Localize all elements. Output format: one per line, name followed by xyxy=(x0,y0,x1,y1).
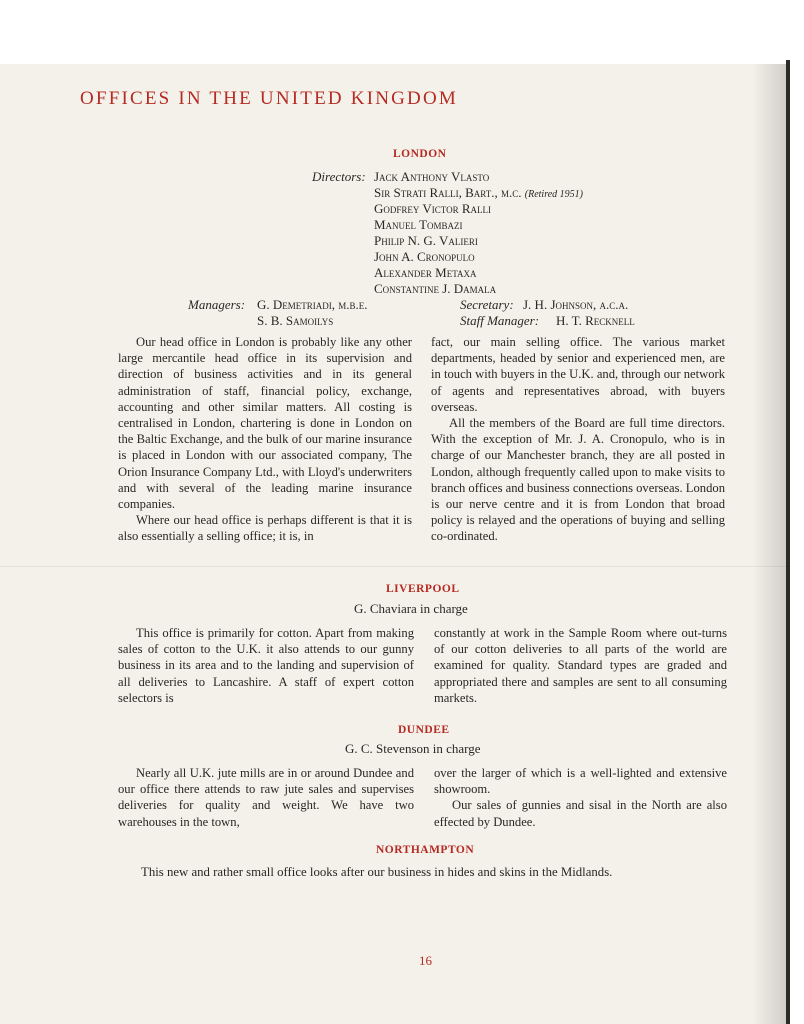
director-2: Sir Strati Ralli, Bart., m.c. (Retired 1951) xyxy=(374,185,583,200)
dundee-in-charge: G. C. Stevenson in charge xyxy=(345,741,481,756)
retired-note: (Retired 1951) xyxy=(524,189,583,200)
liverpool-heading: LIVERPOOL xyxy=(386,583,460,595)
liverpool-in-charge: G. Chaviara in charge xyxy=(354,601,468,616)
scan-fold xyxy=(0,566,790,567)
dundee-heading: DUNDEE xyxy=(398,724,450,736)
page-edge xyxy=(786,60,790,1024)
director-8: Constantine J. Damala xyxy=(374,281,497,296)
london-paragraph-4: All the members of the Board are full time directors. With the exception of Mr. J. A. Cronopulo, who is in charge of our Manchester branch, they are all posted in London, although frequently called upon to make visits to branch offices and business connections overseas. London is our nerve centre and it is from London that broad policy is relayed and the operations of buying and selling co-ordinated. xyxy=(431,416,725,544)
director-5: Philip N. G. Valieri xyxy=(374,233,478,248)
london-paragraph-3: fact, our main selling office. The various market departments, headed by senior and experienced men, are in touch with buyers in the U.K. and, through our network of agents and representatives abroad, with buyers overseas. xyxy=(431,335,725,414)
liverpool-left-column xyxy=(118,625,414,706)
liverpool-paragraph-2: constantly at work in the Sample Room where out-turns of our cotton deliveries to all parts of the world are examined for quality. Standard types are graded and appropriated there and samples are sent to all consuming markets. xyxy=(434,626,727,705)
director-7: Alexander Metaxa xyxy=(374,265,477,280)
staff-manager-name: H. T. Recknell xyxy=(556,313,635,328)
secretary-label: Secretary: xyxy=(460,297,514,312)
staff-manager-label: Staff Manager: xyxy=(460,313,540,328)
page-number: 16 xyxy=(419,953,432,968)
london-paragraph-2: Where our head office is perhaps different is that it is also essentially a selling office; it is, in xyxy=(118,513,412,544)
managers-label: Managers: xyxy=(188,297,246,312)
liverpool-right-column xyxy=(434,625,727,706)
director-6: John A. Cronopulo xyxy=(374,249,475,264)
london-heading: LONDON xyxy=(393,148,447,160)
london-paragraph-1: Our head office in London is probably like any other large mercantile head office in its supervision and direction of business activities and in its general administration of staff, financial policy, exchange, accounting and other similar matters. All costing is centralised in London, chartering is done in London on the Baltic Exchange, and the bulk of our marine insurance is placed in London with our associated company, The Orion Insurance Company Ltd., with Lloyd's underwriters and with several of the leading marine insurance companies. xyxy=(118,335,412,512)
northampton-heading: NORTHAMPTON xyxy=(376,844,475,856)
liverpool-paragraph-1: This office is primarily for cotton. Apart from making sales of cotton to the U.K. it also attends to our gunny business in its area and to the landing and supervision of all deliveries to Lancashire. A staff of expert cotton selectors is xyxy=(118,626,414,705)
northampton-text: This new and rather small office looks after our business in hides and skins in the Midlands. xyxy=(141,865,613,879)
dundee-left-column xyxy=(118,765,414,830)
directors-label: Directors: xyxy=(312,169,366,184)
london-left-column xyxy=(118,334,412,545)
manager-2: S. B. Samoilys xyxy=(257,313,334,328)
dundee-right-column xyxy=(434,765,727,830)
london-right-column xyxy=(431,334,725,545)
dundee-paragraph-3: Our sales of gunnies and sisal in the North are also effected by Dundee. xyxy=(434,798,727,829)
dundee-paragraph-2: over the larger of which is a well-lighted and extensive showroom. xyxy=(434,766,727,797)
manager-1: G. Demetriadi, m.b.e. xyxy=(257,297,368,312)
director-3: Godfrey Victor Ralli xyxy=(374,201,492,216)
page-shadow xyxy=(752,64,786,1024)
dundee-paragraph-1: Nearly all U.K. jute mills are in or around Dundee and our office there attends to raw jute sales and supervises deliveries for quality and weight. We have two warehouses in the town, xyxy=(118,766,414,829)
director-4: Manuel Tombazi xyxy=(374,217,463,232)
page-title: OFFICES IN THE UNITED KINGDOM xyxy=(80,88,458,109)
director-1: Jack Anthony Vlasto xyxy=(374,169,490,184)
secretary-name: J. H. Johnson, a.c.a. xyxy=(523,297,629,312)
